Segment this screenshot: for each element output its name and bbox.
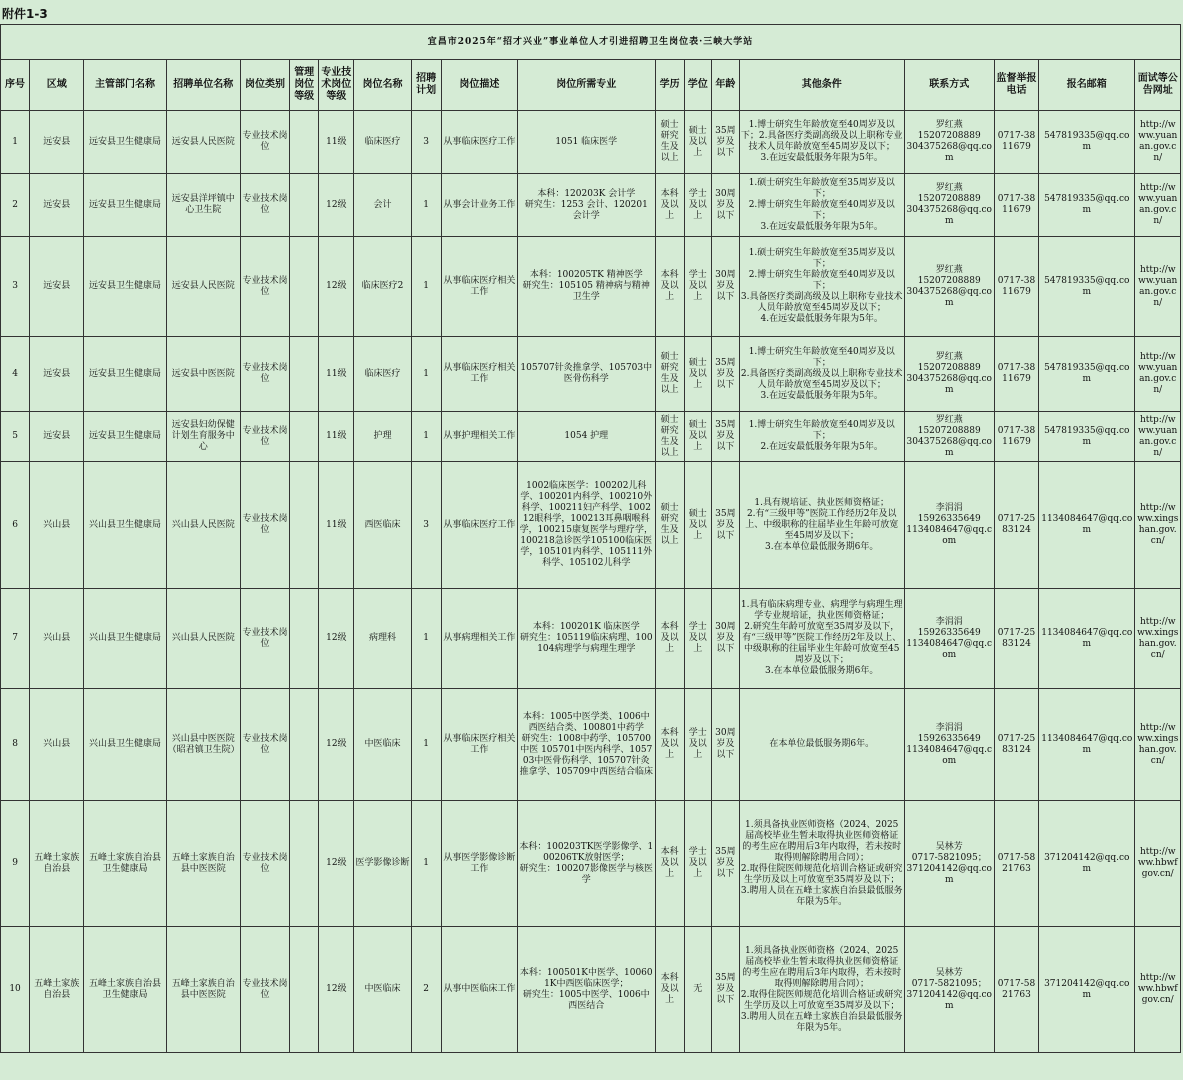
- cell-hotline: 0717-3811679: [994, 337, 1038, 412]
- cell-degree: 学士及以上: [684, 689, 711, 801]
- cell-employer: 远安县洋坪镇中心卫生院: [166, 174, 240, 237]
- cell-age: 30周岁及以下: [711, 689, 739, 801]
- cell-employer: 兴山县中医医院（昭君镇卫生院）: [166, 689, 240, 801]
- cell-tech-level: 11级: [319, 412, 354, 462]
- cell-description: 从事临床医疗相关工作: [441, 689, 517, 801]
- cell-website: http://www.xingshan.gov.cn/: [1135, 589, 1181, 689]
- cell-plan: 2: [411, 927, 441, 1053]
- cell-conditions: 在本单位最低服务期6年。: [739, 689, 904, 801]
- cell-department: 远安县卫生健康局: [84, 412, 166, 462]
- cell-description: 从事中医临床工作: [441, 927, 517, 1053]
- cell-admin-level: [290, 801, 319, 927]
- cell-age: 35周岁及以下: [711, 337, 739, 412]
- cell-conditions: 1.博士研究生年龄放宽至40周岁及以下； 2.在远安最低服务年限为5年。: [739, 412, 904, 462]
- cell-department: 兴山县卫生健康局: [84, 462, 166, 589]
- cell-post-name: 医学影像诊断: [354, 801, 411, 927]
- cell-hotline: 0717-2583124: [994, 589, 1038, 689]
- cell-employer: 五峰土家族自治县中医医院: [166, 801, 240, 927]
- cell-post-name: 会计: [354, 174, 411, 237]
- header-col-degree: 学位: [684, 60, 711, 111]
- cell-admin-level: [290, 462, 319, 589]
- cell-age: 35周岁及以下: [711, 801, 739, 927]
- cell-post-name: 西医临床: [354, 462, 411, 589]
- cell-hotline: 0717-3811679: [994, 412, 1038, 462]
- cell-hotline: 0717-2583124: [994, 689, 1038, 801]
- cell-major: 本科：100205TK 精神医学 研究生：105105 精神病与精神卫生学: [518, 237, 656, 337]
- cell-conditions: 1.须具备执业医师资格（2024、2025届高校毕业生暂未取得执业医师资格证的考生应在聘用后3年内取得，若未按时取得则解除聘用合同）； 2.取得住院医师规范化培训合格证或研究生学历及以上可放宽至35周岁及以下； 3.聘用人员在五峰土家族自治县最低服务年限为5年。: [739, 801, 904, 927]
- cell-degree: 学士及以上: [684, 589, 711, 689]
- cell-description: 从事临床医疗工作: [441, 111, 517, 174]
- cell-email: 1134084647@qq.com: [1039, 689, 1135, 801]
- cell-contact: 罗红燕 15207208889 304375268@qq.com: [904, 412, 994, 462]
- cell-index: 5: [1, 412, 30, 462]
- cell-description: 从事医学影像诊断工作: [441, 801, 517, 927]
- cell-website: http://www.xingshan.gov.cn/: [1135, 462, 1181, 589]
- cell-tech-level: 11级: [319, 462, 354, 589]
- cell-region: 兴山县: [30, 589, 84, 689]
- cell-contact: 李涓涓 15926335649 1134084647@qq.com: [904, 589, 994, 689]
- cell-conditions: 1.须具备执业医师资格（2024、2025届高校毕业生暂未取得执业医师资格证的考生应在聘用后3年内取得，若未按时取得则解除聘用合同）； 2.取得住院医师规范化培训合格证或研究生学历及以上可放宽至35周岁及以下； 3.聘用人员在五峰土家族自治县最低服务年限为5年。: [739, 927, 904, 1053]
- cell-tech-level: 11级: [319, 111, 354, 174]
- cell-post-name: 中医临床: [354, 927, 411, 1053]
- header-col-description: 岗位描述: [441, 60, 517, 111]
- header-col-conditions: 其他条件: [739, 60, 904, 111]
- cell-education: 本科及以上: [655, 237, 684, 337]
- cell-post-type: 专业技术岗位: [240, 412, 289, 462]
- cell-index: 10: [1, 927, 30, 1053]
- header-col-website: 面试等公告网址: [1135, 60, 1181, 111]
- cell-website: http://www.yuanan.gov.cn/: [1135, 237, 1181, 337]
- cell-hotline: 0717-3811679: [994, 237, 1038, 337]
- cell-admin-level: [290, 111, 319, 174]
- cell-tech-level: 12级: [319, 927, 354, 1053]
- table-row: [1, 237, 1181, 337]
- cell-plan: 1: [411, 589, 441, 689]
- cell-hotline: 0717-5821763: [994, 927, 1038, 1053]
- cell-major: 1051 临床医学: [518, 111, 656, 174]
- cell-email: 371204142@qq.com: [1039, 801, 1135, 927]
- cell-post-name: 中医临床: [354, 689, 411, 801]
- cell-major: 105707针灸推拿学、105703中医骨伤科学: [518, 337, 656, 412]
- cell-contact: 吴林芳 0717-5821095； 371204142@qq.com: [904, 927, 994, 1053]
- cell-education: 硕士研究生及以上: [655, 111, 684, 174]
- cell-post-type: 专业技术岗位: [240, 801, 289, 927]
- cell-employer: 远安县人民医院: [166, 111, 240, 174]
- cell-major: 本科：100201K 临床医学 研究生：105119临床病理、100104病理学与病理生理学: [518, 589, 656, 689]
- cell-website: http://www.yuanan.gov.cn/: [1135, 412, 1181, 462]
- header-col-age: 年龄: [711, 60, 739, 111]
- cell-education: 本科及以上: [655, 689, 684, 801]
- cell-post-name: 临床医疗: [354, 111, 411, 174]
- cell-conditions: 1.具有规培证、执业医师资格证； 2.有“三级甲等”医院工作经历2年及以上、中级职称的往届毕业生年龄可放宽至45周岁及以下； 3.在本单位最低服务期6年。: [739, 462, 904, 589]
- cell-contact: 罗红燕 15207208889 304375268@qq.com: [904, 237, 994, 337]
- cell-education: 硕士研究生及以上: [655, 412, 684, 462]
- cell-index: 3: [1, 237, 30, 337]
- header-col-hotline: 监督举报电话: [994, 60, 1038, 111]
- table-row: [1, 589, 1181, 689]
- cell-major: 本科：120203K 会计学 研究生：1253 会计、120201 会计学: [518, 174, 656, 237]
- cell-index: 1: [1, 111, 30, 174]
- cell-index: 7: [1, 589, 30, 689]
- cell-contact: 李涓涓 15926335649 1134084647@qq.com: [904, 462, 994, 589]
- cell-education: 硕士研究生及以上: [655, 337, 684, 412]
- cell-region: 远安县: [30, 412, 84, 462]
- cell-employer: 远安县人民医院: [166, 237, 240, 337]
- cell-conditions: 1.硕士研究生年龄放宽至35周岁及以下； 2.博士研究生年龄放宽至40周岁及以下； 3.在远安最低服务年限为5年。: [739, 174, 904, 237]
- cell-degree: 学士及以上: [684, 237, 711, 337]
- cell-hotline: 0717-3811679: [994, 174, 1038, 237]
- cell-degree: 学士及以上: [684, 174, 711, 237]
- cell-email: 371204142@qq.com: [1039, 927, 1135, 1053]
- cell-post-name: 护理: [354, 412, 411, 462]
- cell-plan: 1: [411, 801, 441, 927]
- cell-post-type: 专业技术岗位: [240, 237, 289, 337]
- cell-conditions: 1.博士研究生年龄放宽至40周岁及以下； 2.具备医疗类副高级及以上职称专业技术人员年龄放宽至45周岁及以下； 3.在远安最低服务年限为5年。: [739, 337, 904, 412]
- cell-conditions: 1.具有临床病理专业、病理学与病理生理学专业规培证，执业医师资格证； 2.研究生年龄可放宽至35周岁及以下，有“三级甲等”医院工作经历2年及以上、中级职称的往届毕业生年龄可放宽至45周岁及以下； 3.在本单位最低服务期6年。: [739, 589, 904, 689]
- cell-hotline: 0717-2583124: [994, 462, 1038, 589]
- cell-education: 本科及以上: [655, 589, 684, 689]
- header-col-employer: 招聘单位名称: [166, 60, 240, 111]
- cell-admin-level: [290, 174, 319, 237]
- cell-tech-level: 12级: [319, 174, 354, 237]
- cell-conditions: 1.硕士研究生年龄放宽至35周岁及以下； 2.博士研究生年龄放宽至40周岁及以下； 3.具备医疗类副高级及以上职称专业技术人员年龄放宽至45周岁及以下； 4.在远安最低服务年限为5年。: [739, 237, 904, 337]
- cell-department: 五峰土家族自治县卫生健康局: [84, 801, 166, 927]
- cell-description: 从事病理相关工作: [441, 589, 517, 689]
- cell-degree: 硕士及以上: [684, 337, 711, 412]
- cell-education: 硕士研究生及以上: [655, 462, 684, 589]
- cell-department: 五峰土家族自治县卫生健康局: [84, 927, 166, 1053]
- cell-plan: 3: [411, 111, 441, 174]
- cell-region: 远安县: [30, 111, 84, 174]
- cell-degree: 硕士及以上: [684, 462, 711, 589]
- cell-website: http://www.yuanan.gov.cn/: [1135, 111, 1181, 174]
- header-col-plan: 招聘计划: [411, 60, 441, 111]
- header-col-index: 序号: [1, 60, 30, 111]
- cell-major: 本科：100501K中医学、100601K中西医临床医学； 研究生：1005中医学、1006中西医结合: [518, 927, 656, 1053]
- header-col-department: 主管部门名称: [84, 60, 166, 111]
- cell-tech-level: 12级: [319, 801, 354, 927]
- cell-department: 远安县卫生健康局: [84, 111, 166, 174]
- cell-region: 远安县: [30, 337, 84, 412]
- cell-major: 本科：1005中医学类、1006中西医结合类、100801中药学 研究生：1008中药学、105700中医 105701中医内科学、105703中医骨伤科学、105707针灸推拿学、105709中西医结合临床: [518, 689, 656, 801]
- cell-website: http://www.hbwfgov.cn/: [1135, 927, 1181, 1053]
- cell-description: 从事护理相关工作: [441, 412, 517, 462]
- cell-contact: 罗红燕 15207208889 304375268@qq.com: [904, 337, 994, 412]
- cell-degree: 硕士及以上: [684, 111, 711, 174]
- cell-email: 547819335@qq.com: [1039, 412, 1135, 462]
- cell-email: 547819335@qq.com: [1039, 237, 1135, 337]
- header-col-post-type: 岗位类别: [240, 60, 289, 111]
- cell-contact: 罗红燕 15207208889 304375268@qq.com: [904, 174, 994, 237]
- cell-admin-level: [290, 589, 319, 689]
- cell-plan: 1: [411, 337, 441, 412]
- cell-education: 本科及以上: [655, 174, 684, 237]
- cell-degree: 无: [684, 927, 711, 1053]
- table-row: [1, 174, 1181, 237]
- cell-index: 8: [1, 689, 30, 801]
- table-row: [1, 337, 1181, 412]
- cell-department: 远安县卫生健康局: [84, 237, 166, 337]
- header-col-post-name: 岗位名称: [354, 60, 411, 111]
- header-col-major: 岗位所需专业: [518, 60, 656, 111]
- cell-post-type: 专业技术岗位: [240, 689, 289, 801]
- cell-index: 2: [1, 174, 30, 237]
- cell-email: 547819335@qq.com: [1039, 337, 1135, 412]
- cell-index: 9: [1, 801, 30, 927]
- cell-post-type: 专业技术岗位: [240, 462, 289, 589]
- cell-region: 兴山县: [30, 689, 84, 801]
- cell-website: http://www.yuanan.gov.cn/: [1135, 174, 1181, 237]
- header-row: [1, 60, 1181, 111]
- table-row: [1, 927, 1181, 1053]
- cell-degree: 硕士及以上: [684, 412, 711, 462]
- cell-age: 30周岁及以下: [711, 237, 739, 337]
- cell-region: 兴山县: [30, 462, 84, 589]
- cell-contact: 李涓涓 15926335649 1134084647@qq.com: [904, 689, 994, 801]
- cell-description: 从事临床医疗相关工作: [441, 237, 517, 337]
- cell-post-type: 专业技术岗位: [240, 337, 289, 412]
- cell-major: 1054 护理: [518, 412, 656, 462]
- cell-description: 从事会计业务工作: [441, 174, 517, 237]
- cell-conditions: 1.博士研究生年龄放宽至40周岁及以下；2.具备医疗类副高级及以上职称专业技术人员年龄放宽至45周岁及以下； 3.在远安最低服务年限为5年。: [739, 111, 904, 174]
- table-row: [1, 801, 1181, 927]
- header-col-region: 区域: [30, 60, 84, 111]
- cell-plan: 1: [411, 689, 441, 801]
- cell-hotline: 0717-3811679: [994, 111, 1038, 174]
- cell-admin-level: [290, 927, 319, 1053]
- cell-age: 35周岁及以下: [711, 927, 739, 1053]
- cell-age: 35周岁及以下: [711, 412, 739, 462]
- cell-website: http://www.hbwfgov.cn/: [1135, 801, 1181, 927]
- header-col-tech-level: 专业技术岗位等级: [319, 60, 354, 111]
- cell-employer: 远安县妇幼保健计划生育服务中心: [166, 412, 240, 462]
- cell-post-type: 专业技术岗位: [240, 927, 289, 1053]
- cell-website: http://www.yuanan.gov.cn/: [1135, 337, 1181, 412]
- cell-department: 远安县卫生健康局: [84, 337, 166, 412]
- cell-post-type: 专业技术岗位: [240, 589, 289, 689]
- cell-contact: 吴林芳 0717-5821095； 371204142@qq.com: [904, 801, 994, 927]
- cell-email: 1134084647@qq.com: [1039, 589, 1135, 689]
- cell-employer: 五峰土家族自治县中医医院: [166, 927, 240, 1053]
- cell-region: 五峰土家族自治县: [30, 927, 84, 1053]
- cell-hotline: 0717-5821763: [994, 801, 1038, 927]
- cell-post-type: 专业技术岗位: [240, 111, 289, 174]
- cell-plan: 1: [411, 412, 441, 462]
- cell-plan: 1: [411, 237, 441, 337]
- cell-department: 兴山县卫生健康局: [84, 689, 166, 801]
- cell-website: http://www.xingshan.gov.cn/: [1135, 689, 1181, 801]
- cell-admin-level: [290, 689, 319, 801]
- attachment-label: 附件1-3: [2, 7, 48, 21]
- cell-plan: 1: [411, 174, 441, 237]
- recruitment-table: [0, 24, 1181, 1053]
- cell-tech-level: 12级: [319, 689, 354, 801]
- table-row: [1, 462, 1181, 589]
- cell-department: 远安县卫生健康局: [84, 174, 166, 237]
- cell-age: 30周岁及以下: [711, 589, 739, 689]
- cell-contact: 罗红燕 15207208889 304375268@qq.com: [904, 111, 994, 174]
- cell-education: 本科及以上: [655, 927, 684, 1053]
- cell-education: 本科及以上: [655, 801, 684, 927]
- cell-admin-level: [290, 412, 319, 462]
- cell-index: 6: [1, 462, 30, 589]
- cell-post-name: 临床医疗: [354, 337, 411, 412]
- cell-age: 30周岁及以下: [711, 174, 739, 237]
- cell-description: 从事临床医疗相关工作: [441, 337, 517, 412]
- cell-age: 35周岁及以下: [711, 462, 739, 589]
- header-col-email: 报名邮箱: [1039, 60, 1135, 111]
- cell-description: 从事临床医疗工作: [441, 462, 517, 589]
- cell-post-type: 专业技术岗位: [240, 174, 289, 237]
- cell-employer: 远安县中医医院: [166, 337, 240, 412]
- table-row: [1, 689, 1181, 801]
- header-col-admin-level: 管理岗位等级: [290, 60, 319, 111]
- cell-region: 远安县: [30, 174, 84, 237]
- cell-index: 4: [1, 337, 30, 412]
- cell-email: 1134084647@qq.com: [1039, 462, 1135, 589]
- cell-tech-level: 12级: [319, 237, 354, 337]
- cell-email: 547819335@qq.com: [1039, 174, 1135, 237]
- cell-post-name: 病理科: [354, 589, 411, 689]
- cell-admin-level: [290, 237, 319, 337]
- cell-degree: 学士及以上: [684, 801, 711, 927]
- cell-department: 兴山县卫生健康局: [84, 589, 166, 689]
- cell-email: 547819335@qq.com: [1039, 111, 1135, 174]
- cell-major: 本科：100203TK医学影像学、100206TK放射医学； 研究生：100207影像医学与核医学: [518, 801, 656, 927]
- cell-employer: 兴山县人民医院: [166, 589, 240, 689]
- cell-age: 35周岁及以下: [711, 111, 739, 174]
- cell-post-name: 临床医疗2: [354, 237, 411, 337]
- cell-region: 五峰土家族自治县: [30, 801, 84, 927]
- cell-plan: 3: [411, 462, 441, 589]
- table-row: [1, 412, 1181, 462]
- cell-employer: 兴山县人民医院: [166, 462, 240, 589]
- cell-tech-level: 12级: [319, 589, 354, 689]
- cell-region: 远安县: [30, 237, 84, 337]
- cell-major: 1002临床医学：100202儿科学、100201内科学、100210外科学、100211妇产科学、100212眼科学，100213耳鼻咽喉科学，100215康复医学与理疗学，100218急诊医学105100临床医学，105101内科学、105111外科学、105102儿科学: [518, 462, 656, 589]
- table-row: [1, 111, 1181, 174]
- cell-tech-level: 11级: [319, 337, 354, 412]
- cell-admin-level: [290, 337, 319, 412]
- header-col-education: 学历: [655, 60, 684, 111]
- header-col-contact: 联系方式: [904, 60, 994, 111]
- page-title: 宜昌市2025年“招才兴业”事业单位人才引进招聘卫生岗位表·三峡大学站: [1, 25, 1181, 60]
